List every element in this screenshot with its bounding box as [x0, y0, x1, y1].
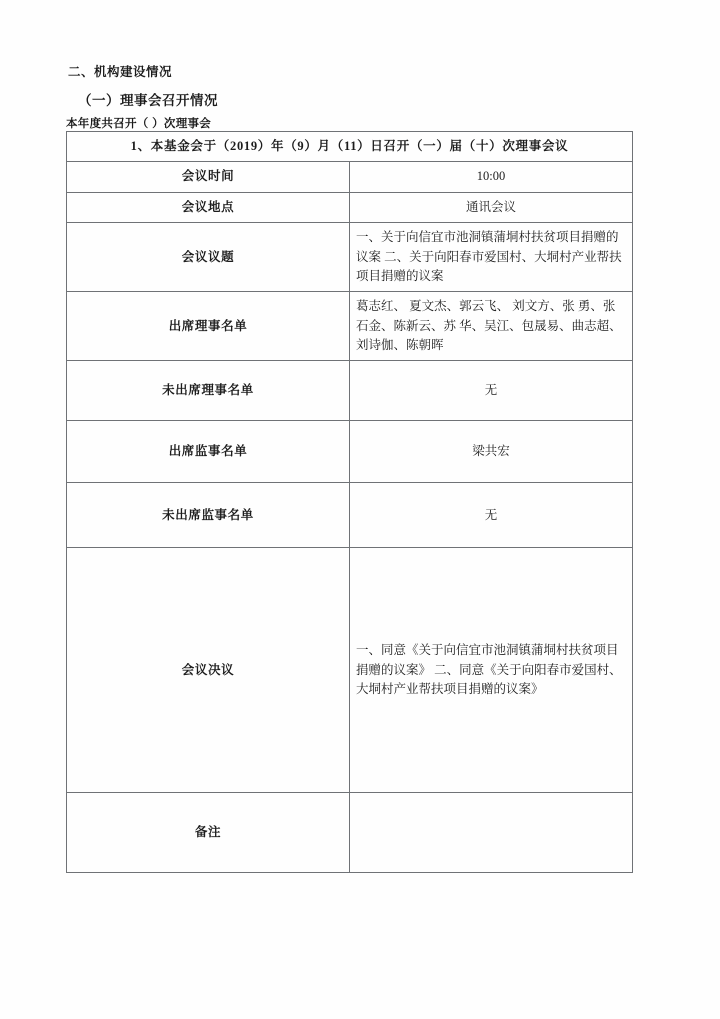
- table-row: [67, 223, 633, 292]
- row-value-absent-directors: 无: [350, 361, 633, 421]
- headings-block: [66, 62, 636, 131]
- row-label-absent-supervisors: 未出席监事名单: [67, 483, 350, 548]
- row-value-attending-directors: [350, 292, 633, 361]
- row-value-attending-supervisors: 梁共宏: [350, 421, 633, 483]
- row-value-meeting-time: 10:00: [350, 162, 633, 192]
- row-label-remark: 备注: [67, 793, 350, 873]
- meeting-table: [66, 131, 633, 873]
- subsection-heading: （一）理事会召开情况: [78, 93, 218, 108]
- row-label-absent-directors: 未出席理事名单: [67, 361, 350, 421]
- table-row: [67, 548, 633, 793]
- row-value-resolution: [350, 548, 633, 793]
- row-value-absent-supervisors: 无: [350, 483, 633, 548]
- table-row: [67, 793, 633, 873]
- attending-directors-text: 葛志红、 夏文杰、郭云飞、 刘文方、张 勇、张石金、陈新云、苏 华、吴江、包晟易、曲志超、刘诗伽、陈朝晖: [356, 299, 622, 352]
- meeting-topic-text: 一、关于向信宜市池洞镇蒲垌村扶贫项目捐赠的议案 二、关于向阳春市爱国村、大垌村产业帮扶项目捐赠的议案: [356, 230, 622, 283]
- meeting-table-wrapper: [66, 131, 633, 873]
- table-row: [67, 483, 633, 548]
- meeting-title-cell: 1、本基金会于（2019）年（9）月（11）日召开（一）届（十）次理事会议: [67, 132, 633, 162]
- meeting-count-line: 本年度共召开（ ）次理事会: [66, 118, 212, 130]
- table-row: [67, 162, 633, 192]
- table-row: [67, 292, 633, 361]
- table-row: [67, 192, 633, 222]
- row-value-remark: [350, 793, 633, 873]
- table-row: [67, 361, 633, 421]
- row-label-attending-directors: 出席理事名单: [67, 292, 350, 361]
- section-heading: 二、机构建设情况: [68, 65, 173, 79]
- resolution-text: 一、同意《关于向信宜市池洞镇蒲垌村扶贫项目捐赠的议案》 二、同意《关于向阳春市爱国村、大垌村产业帮扶项目捐赠的议案》: [356, 643, 622, 697]
- row-label-meeting-time: 会议时间: [67, 162, 350, 192]
- row-label-attending-supervisors: 出席监事名单: [67, 421, 350, 483]
- row-label-meeting-topic: 会议议题: [67, 223, 350, 292]
- row-value-meeting-place: 通讯会议: [350, 192, 633, 222]
- table-row: [67, 132, 633, 162]
- table-row: [67, 421, 633, 483]
- row-label-meeting-place: 会议地点: [67, 192, 350, 222]
- row-value-meeting-topic: [350, 223, 633, 292]
- row-label-resolution: 会议决议: [67, 548, 350, 793]
